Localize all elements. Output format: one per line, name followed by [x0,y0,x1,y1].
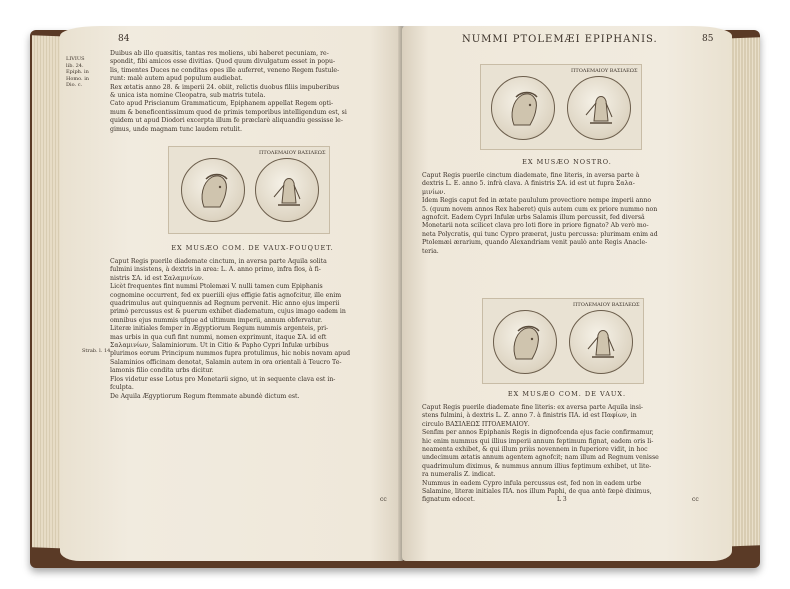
coin-reverse [569,310,633,374]
right-text-2: Caput Regis puerile diademate fine literis: ex aversa parte Aquila insi- stens fulmini, à dextris L. Z. anno 7. à finistris ΠΑ. id est Παφίων, in circulo ΒΑΣΙΛΕΩΣ ΠΤΟΛΕΜΑΙΟΥ. Senfim per annos Epiphanis Regis in dignofcenda ejus facie confirmamur, hic enim nummus qui illius imperii annum feptimum fignat, eadem oris li- neamenta exhibet, & qui illum priùs novennem in fuperiore vidit, in hoc undecimum ætatis annum agentem agnofcit; nam illum ad Regnum venisse quadrimulum diximus, & nummus annum illius feptimum exhibet, ut lite- ra numeralis Z. indicat. Nummus in eadem Cypro infula percussus est, fed non in eadem urbe Salamine, literæ initiales ΠΑ. nos illum Paphi, de qua antè fæpè diximus, fignatum edocet. [422,404,659,504]
right-caption-1: EX MUSÆO NOSTRO. [522,158,612,166]
right-page-header: NUMMI PTOLEMÆI EPIPHANIS. [462,34,658,45]
eagle-icon [568,77,630,139]
left-body-text: Caput Regis puerile diademate cinctum, in aversa parte Aquila solita fulmini insistens, à dextris in area: L. A. anno primo, infra flos, à fi- nistris ΣΑ. id est Σαλαμινίων. Licèt frequentes fint nummi Ptolemæi V. nulli tamen cum Epiphanis cognomine occurrent, fed ex pueriili ejus effigie fatis agnofcitur, ille enim quadrimulus aut quinquennis ad Regnum pervenit. Hic anno ejus imperii primò percussus est & puerum exhibet diadematum, cujus imago eadem in omnibus ejus nummis ufque ad ultimum imperii, annum obfervatur. Literæ initiales femper in Ægyptiorum Regum nummis argenteis, pri- mas urbis in qua cufi fint nummi, nomen exprimunt, itaque ΣΑ. id eft Σαλαμινίων, Salaminiorum. Ut in Citio & Papho Cypri Infulæ urbibus plurimos eorum Principum nummos fupra protulimus, hic nobis novam apud Salaminios officinam denotat, Salamin autem in ora orientali à Teucro Te- lamonis filio condita urbs dicitur. Flos videtur esse Lotus pro Monetarii signo, ut in sequente clava est in- fculpta. De Aquila Ægyptiorum Regum ftemmate abundè dictum est. [110,258,351,400]
right-coin-plate-1 [480,64,642,150]
right-caption-2: EX MUSÆO COM. DE VAUX. [507,390,627,398]
left-margin-note: LIVIUS lib. 24. Epiph. in Homo. in Dio. c. [66,56,90,88]
ruler-head-icon [492,77,554,139]
coin-obverse [491,76,555,140]
left-page-number: 84 [118,34,130,44]
eagle-icon [256,159,318,221]
coin-obverse [493,310,557,374]
open-book [20,12,772,572]
left-caption: EX MUSÆO COM. DE VAUX-FOUQUET. [171,244,334,252]
left-footer: cc [380,496,387,503]
right-coin-plate-2 [482,298,644,384]
ruler-head-icon [494,311,556,373]
right-page-number: 85 [702,34,714,44]
right-footer-center: L 3 [557,496,567,503]
right-coin-legend-1: ΠΤΟΛΕΜΑΙΟΥ ΒΑΣΙΛΕΩΣ [571,68,638,74]
right-page [402,26,732,561]
ruler-head-icon [182,159,244,221]
coin-obverse [181,158,245,222]
left-coin-plate [168,146,330,234]
right-coin-legend-2: ΠΤΟΛΕΜΑΙΟΥ ΒΑΣΙΛΕΩΣ [573,302,640,308]
eagle-icon [570,311,632,373]
left-top-text: Duibus ab illo quæsitis, tantas res moliens, ubi haberet pecuniam, re- spondit, fibi amicos esse divitias. Quod quum divulgatum esset in popu- lis, timentes Duces ne conditas opes ille auferret, veneno Regem fustule- runt: malè autem apud populum audiebat. Rex ætatis anno 28. & imperii 24. obiit, relictis duobus filiis impuberibus & unica ista nomine Cleopatra, sub matris tutela. Cato apud Priscianum Grammaticum, Epiphanem appellat Regem opti- mum & beneficentissimum quod de primis temporibus intelligendum est, si quidem ut apud Diodori excerpta illum fe præclarè aliquandiu gessisse le- gimus, unde magnam tunc laudem retulit. [110,50,347,133]
coin-reverse [255,158,319,222]
right-footer-right: cc [692,496,699,503]
left-coin-legend: ΠΤΟΛΕΜΑΙΟΥ ΒΑΣΙΛΕΩΣ [259,150,326,156]
coin-reverse [567,76,631,140]
left-page [60,26,405,561]
right-text-1: Caput Regis puerile cinctum diademate, fine literis, in aversa parte à dextris L. E. anno 5. infrà clava. A finistris ΣΑ. id est ut fupra Σαλα- μινίων. Idem Regis caput fed in ætate paululum provectiore nempe imperii anno 5. (quum novem annos Rex haberet) quis autem cum ex priore nummo non agnofcit. Eadem Cypri Infulæ urbs Salamis illum percussit, fed diversâ Monetarii nota scilicet clava pro loti flore in priore fignato? Ab verò mo- neta Polycratis, qui tunc Cypro præerat, justu percussa: plurimam enim ad Ptolemæi ærarium, quando Alexandriam venit paulò ante Regis Anacle- teria. [422,172,658,255]
left-body-margin-note: Strab. l. 14. [82,348,112,354]
